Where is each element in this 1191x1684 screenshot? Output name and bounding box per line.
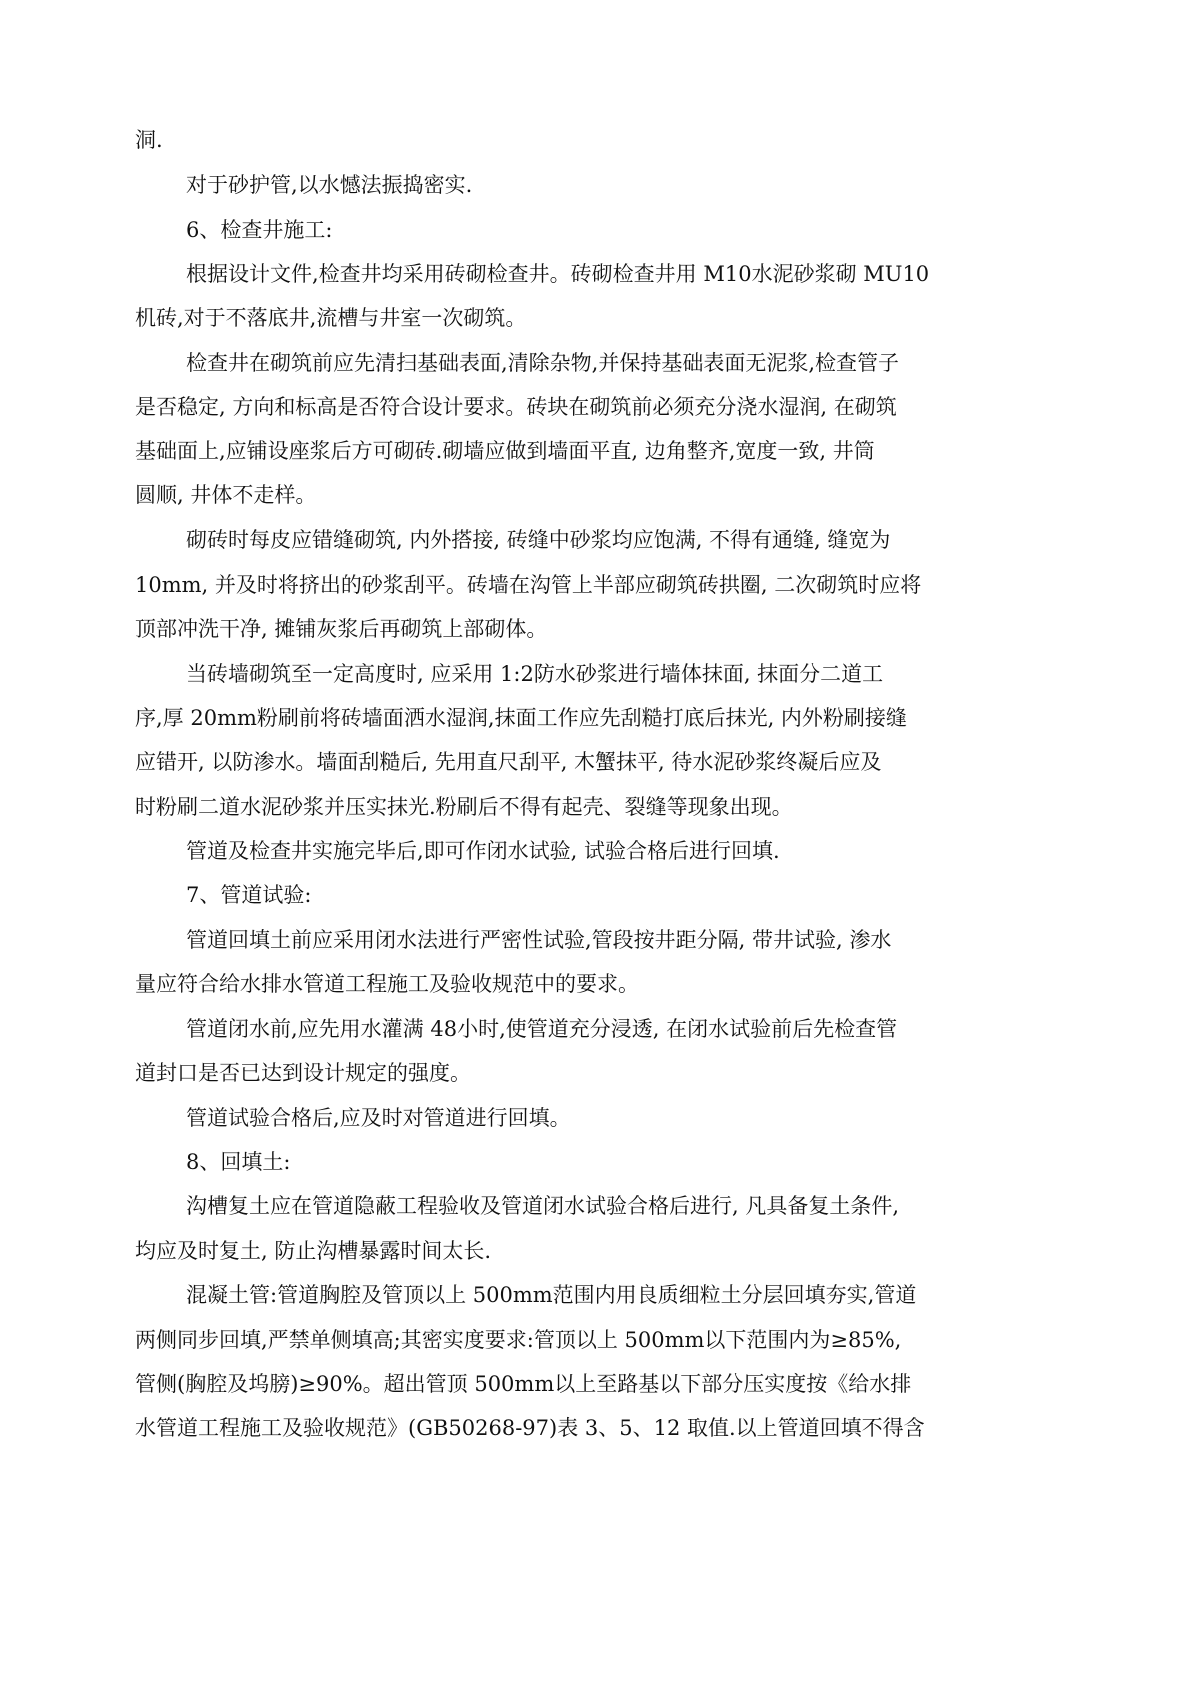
text-line-29: 管侧(胸腔及坞膀)≥90%。超出管顶 500mm以上至路基以下部分压实度按《给水排 <box>135 1372 912 1396</box>
text-line-22: 道封口是否已达到设计规定的强度。 <box>135 1061 471 1085</box>
section-heading-7: 7、管道试验: <box>186 883 312 907</box>
section-heading-8: 8、回填土: <box>186 1150 291 1174</box>
text-line-2: 对于砂护管,以水憾法振捣密实. <box>186 173 473 197</box>
text-line-5: 机砖,对于不落底井,流槽与井室一次砌筑。 <box>135 306 527 330</box>
text-line-21: 管道闭水前,应先用水灌满 48小时,使管道充分浸透, 在闭水试验前后先检查管 <box>186 1017 898 1041</box>
section-heading-6: 6、检查井施工: <box>186 218 333 242</box>
text-line-1: 洞. <box>135 128 163 152</box>
text-line-15: 应错开, 以防渗水。墙面刮糙后, 先用直尺刮平, 木蟹抹平, 待水泥砂浆终凝后应及 <box>135 750 882 774</box>
text-line-6: 检查井在砌筑前应先清扫基础表面,清除杂物,并保持基础表面无泥浆,检查管子 <box>186 351 900 375</box>
text-line-13: 当砖墙砌筑至一定高度时, 应采用 1:2防水砂浆进行墙体抹面, 抹面分二道工 <box>186 662 884 686</box>
text-line-7: 是否稳定, 方向和标高是否符合设计要求。砖块在砌筑前必须充分浇水湿润, 在砌筑 <box>135 395 897 419</box>
text-line-28: 两侧同步回填,严禁单侧填高;其密实度要求:管顶以上 500mm以下范围内为≥85%, <box>135 1328 902 1352</box>
text-line-16: 时粉刷二道水泥砂浆并压实抹光.粉刷后不得有起壳、裂缝等现象出现。 <box>135 795 793 819</box>
text-line-25: 沟槽复土应在管道隐蔽工程验收及管道闭水试验合格后进行, 凡具备复土条件, <box>186 1194 900 1218</box>
text-line-23: 管道试验合格后,应及时对管道进行回填。 <box>186 1106 571 1130</box>
text-line-30: 水管道工程施工及验收规范》(GB50268-97)表 3、5、12 取值.以上管道回填不得含 <box>135 1416 925 1440</box>
text-line-19: 管道回填土前应采用闭水法进行严密性试验,管段按井距分隔, 带井试验, 渗水 <box>186 928 892 952</box>
text-line-27: 混凝土管:管道胸腔及管顶以上 500mm范围内用良质细粒土分层回填夯实,管道 <box>186 1283 917 1307</box>
text-line-26: 均应及时复土, 防止沟槽暴露时间太长. <box>135 1239 492 1263</box>
text-line-20: 量应符合给水排水管道工程施工及验收规范中的要求。 <box>135 972 639 996</box>
text-line-14: 序,厚 20mm粉刷前将砖墙面洒水湿润,抹面工作应先刮糙打底后抹光, 内外粉刷接缝 <box>135 706 907 730</box>
text-line-17: 管道及检查井实施完毕后,即可作闭水试验, 试验合格后进行回填. <box>186 839 780 863</box>
text-line-8: 基础面上,应铺设座浆后方可砌砖.砌墙应做到墙面平直, 边角整齐,宽度一致, 井筒 <box>135 439 875 463</box>
text-line-9: 圆顺, 井体不走样。 <box>135 483 317 507</box>
text-line-10: 砌砖时每皮应错缝砌筑, 内外搭接, 砖缝中砂浆均应饱满, 不得有通缝, 缝宽为 <box>186 528 891 552</box>
text-line-12: 顶部冲洗干净, 摊铺灰浆后再砌筑上部砌体。 <box>135 617 548 641</box>
text-line-11: 10mm, 并及时将挤出的砂浆刮平。砖墙在沟管上半部应砌筑砖拱圈, 二次砌筑时应将 <box>135 573 922 597</box>
text-line-4: 根据设计文件,检查井均采用砖砌检查井。砖砌检查井用 M10水泥砂浆砌 MU10 <box>186 262 930 286</box>
